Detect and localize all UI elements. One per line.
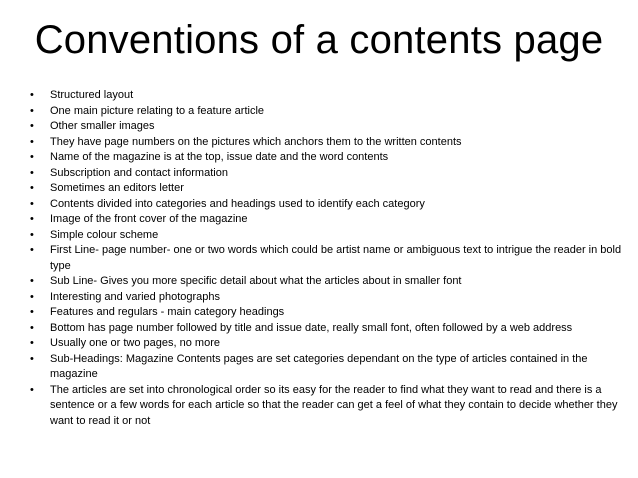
bullet-text: Contents divided into categories and headings used to identify each category	[50, 197, 425, 210]
bullet-icon: •	[30, 228, 34, 241]
bullet-item	[26, 212, 626, 228]
bullet-icon: •	[30, 306, 34, 318]
bullet-item	[26, 352, 626, 383]
bullet-item	[26, 150, 626, 166]
bullet-icon: •	[30, 151, 34, 163]
bullet-item	[26, 243, 626, 274]
bullet-icon: •	[30, 383, 34, 396]
bullet-item	[26, 305, 626, 321]
bullet-list	[26, 88, 626, 429]
bullet-icon: •	[30, 166, 34, 179]
bullet-text: They have page numbers on the pictures which anchors them to the written contents	[50, 135, 462, 148]
bullet-item	[26, 181, 626, 197]
bullet-icon: •	[30, 120, 34, 132]
bullet-item	[26, 321, 626, 337]
bullet-icon: •	[30, 197, 34, 210]
bullet-item	[26, 383, 626, 430]
bullet-icon: •	[30, 275, 34, 287]
bullet-item	[26, 228, 626, 244]
bullet-text: One main picture relating to a feature article	[50, 104, 265, 117]
bullet-text: Usually one or two pages, no more	[50, 337, 220, 349]
bullet-text: Interesting and varied photographs	[50, 290, 221, 303]
bullet-icon: •	[30, 182, 34, 194]
bullet-text: Image of the front cover of the magazine	[50, 213, 248, 225]
bullet-icon: •	[30, 213, 34, 225]
bullet-text: The articles are set into chronological order so its easy for the reader to find what they want to read and there is a sentence or a few words for each article so that the reader can get a feel of what they contain to decide whether they want to read it or not	[50, 383, 618, 427]
bullet-item	[26, 274, 626, 290]
bullet-text: Other smaller images	[50, 120, 155, 132]
bullet-item	[26, 197, 626, 213]
bullet-icon: •	[30, 290, 34, 303]
bullet-item	[26, 119, 626, 135]
bullet-icon: •	[30, 352, 34, 365]
bullet-text: Structured layout	[50, 89, 134, 101]
bullet-text: Sub-Headings: Magazine Contents pages are set categories dependant on the type of articles contained in the magazine	[50, 352, 588, 380]
bullet-text: First Line- page number- one or two words which could be artist name or ambiguous text to intrigue the reader in bold type	[50, 244, 622, 272]
bullet-item	[26, 290, 626, 306]
bullet-icon: •	[30, 244, 34, 256]
bullet-item	[26, 135, 626, 151]
bullet-text: Name of the magazine is at the top, issue date and the word contents	[50, 151, 389, 163]
bullet-item	[26, 104, 626, 120]
slide-title: Conventions of a contents page	[34, 18, 604, 62]
bullet-item	[26, 166, 626, 182]
bullet-text: Simple colour scheme	[50, 228, 159, 241]
bullet-icon: •	[30, 337, 34, 349]
bullet-item	[26, 88, 626, 104]
bullet-text: Subscription and contact information	[50, 166, 228, 179]
bullet-text: Sub Line- Gives you more specific detail about what the articles about in smaller font	[50, 275, 462, 287]
bullet-text: Features and regulars - main category headings	[50, 306, 285, 318]
bullet-icon: •	[30, 321, 34, 334]
bullet-icon: •	[30, 135, 34, 148]
bullet-text: Bottom has page number followed by title and issue date, really small font, often followed by a web address	[50, 321, 573, 334]
bullet-icon: •	[30, 89, 34, 101]
bullet-icon: •	[30, 104, 34, 117]
bullet-text: Sometimes an editors letter	[50, 182, 184, 194]
bullet-item	[26, 336, 626, 352]
